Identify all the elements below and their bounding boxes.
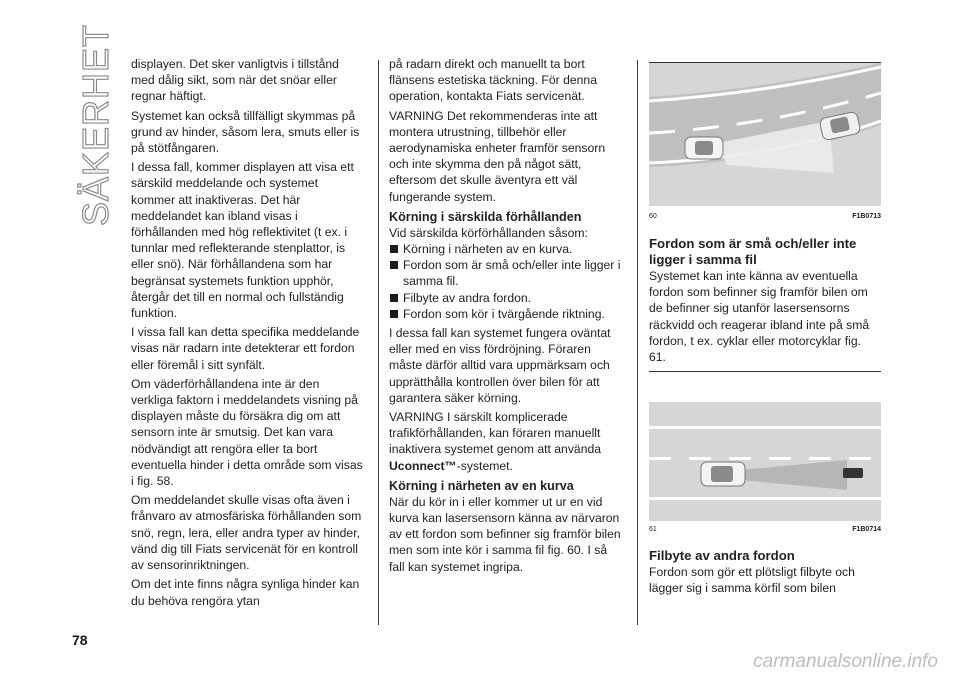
warning-text-end: -systemet. [456, 458, 513, 473]
paragraph: I vissa fall kan detta specifika meddelande visas när radarn inte detekterar ett fordon eller föremål i sitt synfält. [131, 325, 360, 372]
figure-curve-illustration [649, 63, 881, 206]
section-heading: Körning i närheten av en kurva [389, 478, 574, 493]
paragraph: på radarn direkt och manuellt ta bort flänsens estetiska täckning. För denna operation, kontakta Fiats servicenät. [389, 57, 597, 104]
figure-caption [649, 213, 881, 220]
paragraph: Om väderförhållandena inte är den verkliga faktorn i meddelandets visning på displayen måste du försäkra dig om att sensorn inte är smutsig. Det kan vara nödvändigt att rengöra eller ta bort eventuella hinder i detta område som visas i fig. 58. [131, 376, 363, 489]
list-item-text: Fordon som är små och/eller inte ligger i samma fil. [403, 258, 621, 289]
paragraph: I dessa fall kan systemet fungera oväntat eller med en viss fördröjning. Föraren måste därför alltid vara uppmärksam och upprätthålla kontrollen över bilen för att garantera säker körning. [389, 326, 611, 405]
paragraph: Om meddelandet skulle visas ofta även i frånvaro av atmosfäriska förhållanden som snö, regn, lera, eller andra typer av hinder, vänd dig till Fiats servicenät för en kontroll av sensorinriktningen. [131, 493, 362, 573]
section-title: SÄKERHET [75, 23, 116, 227]
section-heading: Filbyte av andra fordon [649, 548, 795, 563]
page-number: 78 [72, 632, 88, 648]
column-divider [378, 60, 379, 625]
list-item [389, 257, 626, 289]
column-divider [637, 60, 638, 625]
figure-caption [649, 526, 881, 533]
paragraph: Vid särskilda körförhållanden såsom: [389, 225, 588, 240]
bullet-square-icon [390, 245, 398, 253]
text-column-2 [389, 56, 626, 578]
figure-number: 61 [649, 526, 657, 533]
paragraph: Om det inte finns några synliga hinder kan du behöva rengöra ytan [131, 577, 360, 608]
warning-paragraph: VARNING Det rekommenderas inte att montera utrustning, tillbehör eller aerodynamiska enheter framför sensorn och inte skymma den på något sätt, eftersom det skulle äventyra ett väl fungerande system. [389, 108, 606, 204]
paragraph: Systemet kan inte känna av eventuella fordon som befinner sig framför bilen om de befinner sig utanför lasersensorns räckvidd och reagerar ibland inte på små fordon, t ex. cyklar eller motorcyklar fig. 61. [649, 269, 870, 365]
list-item [389, 241, 626, 257]
warning-paragraph [389, 409, 626, 474]
text-column-3-block-2 [649, 548, 881, 599]
bullet-list [389, 241, 626, 322]
bullet-square-icon [390, 310, 398, 318]
paragraph: När du kör in i eller kommer ut ur en vid kurva kan lasersensorn känna av närvaron av ett fordon som befinner sig framför bilen men som inte kör i samma fil fig. 60. I så fall kan systemet ingripa. [389, 494, 621, 574]
paragraph: displayen. Det sker vanligtvis i tillstånd med dålig sikt, som när det snöar eller regnar häftigt. [131, 57, 339, 104]
section-heading: Körning i särskilda förhållanden [389, 209, 582, 224]
list-item-text: Filbyte av andra fordon. [403, 290, 532, 305]
list-item [389, 306, 626, 322]
list-item [389, 290, 626, 306]
brand-name: Uconnect™ [389, 458, 457, 473]
figure-number: 60 [649, 213, 657, 220]
figure-small-vehicle-illustration [649, 402, 881, 521]
warning-text: VARNING I särskilt komplicerade trafikförhållanden, kan föraren manuellt inaktivera systemet genom att använda [389, 410, 602, 457]
watermark: carmanualsonline.info [753, 651, 938, 672]
list-item-text: Körning i närheten av en kurva. [403, 242, 573, 257]
figure-top-rule [649, 371, 881, 372]
figure-code: F1B0714 [852, 526, 881, 533]
list-item-text: Fordon som kör i tvärgående riktning. [403, 306, 605, 321]
text-column-1 [131, 56, 363, 612]
section-tab [75, 23, 116, 227]
paragraph: I dessa fall, kommer displayen att visa ett särskild meddelande och systemet kommer att inaktiveras. Det här meddelandet kan ibland visas i förhållanden med hög reflektivitet (t ex. i tunnlar med reflekterande stenplattor, is eller snö). När förhållandena som har begränsat systemets funktion upphör, återgår det till en normal och fullständig funktion. [131, 160, 354, 321]
figure-code: F1B0713 [852, 213, 881, 220]
paragraph: Fordon som gör ett plötsligt filbyte och lägger sig i samma körfil som bilen [649, 565, 855, 596]
bullet-square-icon [390, 294, 398, 302]
bullet-square-icon [390, 261, 398, 269]
section-heading: Fordon som är små och/eller inte ligger i samma fil [649, 236, 857, 267]
text-column-3-block-1 [649, 236, 881, 368]
paragraph: Systemet kan också tillfälligt skymmas på grund av hinder, såsom lera, smuts eller is på stötfångaren. [131, 108, 360, 156]
